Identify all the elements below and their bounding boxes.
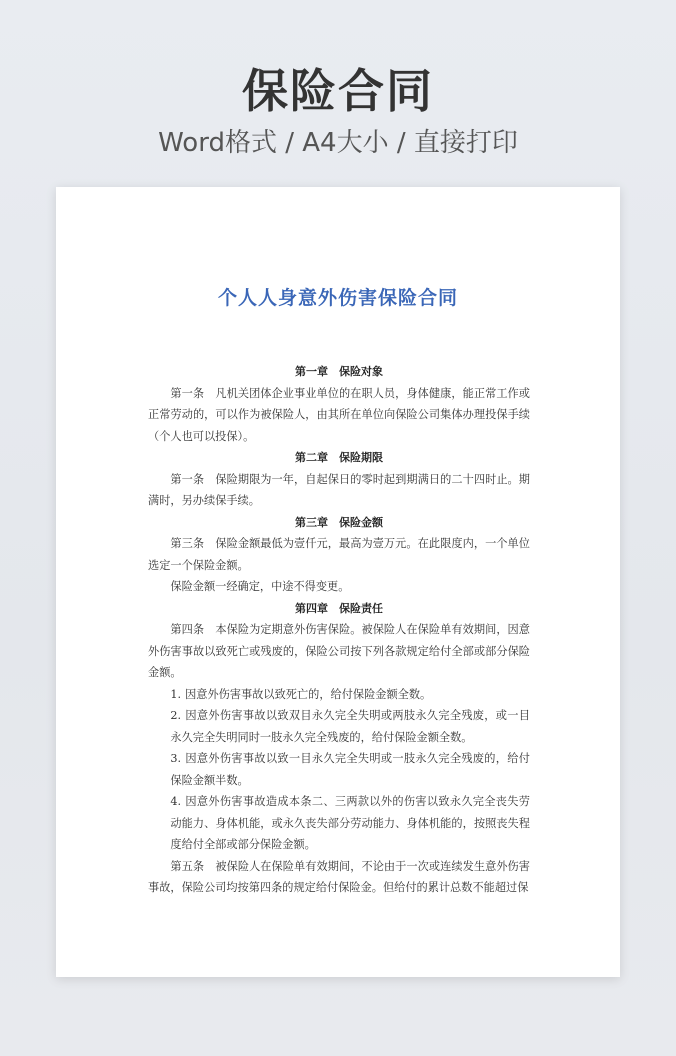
chapter-heading: 第四章 保险责任 [295, 601, 383, 615]
list-item [148, 748, 530, 791]
list-item-text: 因意外伤害事故以致一目永久完全失明或一肢永久完全残废的，给付保险金额半数。 [170, 752, 530, 787]
paragraph: 第一条 凡机关团体企业事业单位的在职人员，身体健康，能正常工作或正常劳动的，可以作为被保险人，由其所在单位向保险公司集体办理投保手续（个人也可以投保）。 [148, 386, 530, 443]
paragraph: 第一条 保险期限为一年，自起保日的零时起到期满日的二十四时止。期满时，另办续保手续。 [148, 472, 530, 507]
banner-subtitle: Word格式 / A4大小 / 直接打印 [158, 128, 518, 158]
list-item [148, 684, 530, 706]
list-item-number: 3. [170, 752, 182, 765]
list-item-text: 因意外伤害事故造成本条二、三两款以外的伤害以致永久完全丧失劳动能力、身体机能，或永久丧失部分劳动能力、身体机能的，按照丧失程度给付全部或部分保险金额。 [170, 795, 530, 851]
list-item-number: 1. [170, 687, 182, 701]
chapter-heading: 第三章 保险金额 [295, 515, 383, 529]
document-body [148, 361, 530, 899]
banner [0, 60, 676, 160]
list-item-text: 因意外伤害事故以致双目永久完全失明或两肢永久完全残废，或一目永久完全失明同时一肢永久完全残废的，给付保险金额全数。 [170, 709, 530, 744]
list-item-number: 4. [170, 795, 182, 808]
document-title: 个人人身意外伤害保险合同 [217, 287, 458, 309]
paragraph: 第三条 保险金额最低为壹仟元，最高为壹万元。在此限度内，一个单位选定一个保险金额。 [148, 537, 530, 572]
list-item [148, 705, 530, 748]
banner-title: 保险合同 [242, 64, 434, 118]
paragraph: 第五条 被保险人在保险单有效期间，不论由于一次或连续发生意外伤害事故，保险公司均按第四条的规定给付保险金。但给付的累计总数不能超过保 [148, 859, 530, 894]
list-item-text: 因意外伤害事故以致死亡的，给付保险金额全数。 [185, 687, 432, 701]
paragraph: 第四条 本保险为定期意外伤害保险。被保险人在保险单有效期间，因意外伤害事故以致死亡或残废的，保险公司按下列各款规定给付全部或部分保险金额。 [148, 623, 530, 679]
chapter-heading: 第二章 保险期限 [295, 451, 383, 464]
document-page [56, 187, 620, 977]
list-item [148, 791, 530, 856]
paragraph: 保险金额一经确定，中途不得变更。 [170, 580, 350, 593]
chapter-heading: 第一章 保险对象 [295, 365, 383, 378]
list-item-number: 2. [170, 709, 182, 722]
